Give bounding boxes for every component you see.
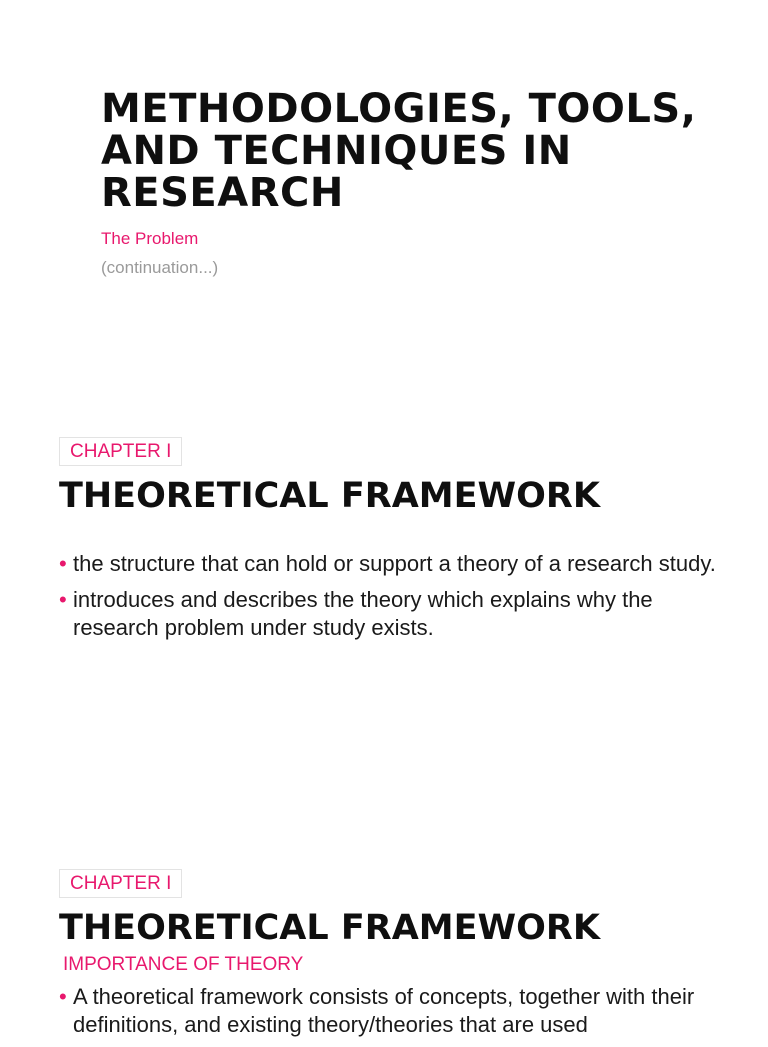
bullet-icon: • [59,551,67,576]
bullet-text: the structure that can hold or support a theory of a research study. [73,551,716,576]
bullet-item [59,586,719,642]
bullet-list [59,983,719,1047]
bullet-list [59,550,719,650]
bullet-item [59,550,719,578]
document-title: METHODOLOGIES, TOOLS, AND TECHNIQUES IN RESEARCH [101,86,697,216]
bullet-icon: • [59,984,67,1009]
bullet-text: introduces and describes the theory which explains why the research problem under study exists. [73,587,653,640]
continuation-note: (continuation...) [101,258,219,277]
section-title: THEORETICAL FRAMEWORK [59,908,600,948]
bullet-item [59,983,719,1039]
bullet-text: A theoretical framework consists of concepts, together with their definitions, and existing theory/theories that are used [73,984,695,1037]
document-subtitle: The Problem [101,229,199,248]
bullet-icon: • [59,587,67,612]
section-subtitle: IMPORTANCE OF THEORY [63,954,304,975]
chapter-tag: CHAPTER I [59,869,182,898]
chapter-tag: CHAPTER I [59,437,182,466]
section-title: THEORETICAL FRAMEWORK [59,476,600,516]
